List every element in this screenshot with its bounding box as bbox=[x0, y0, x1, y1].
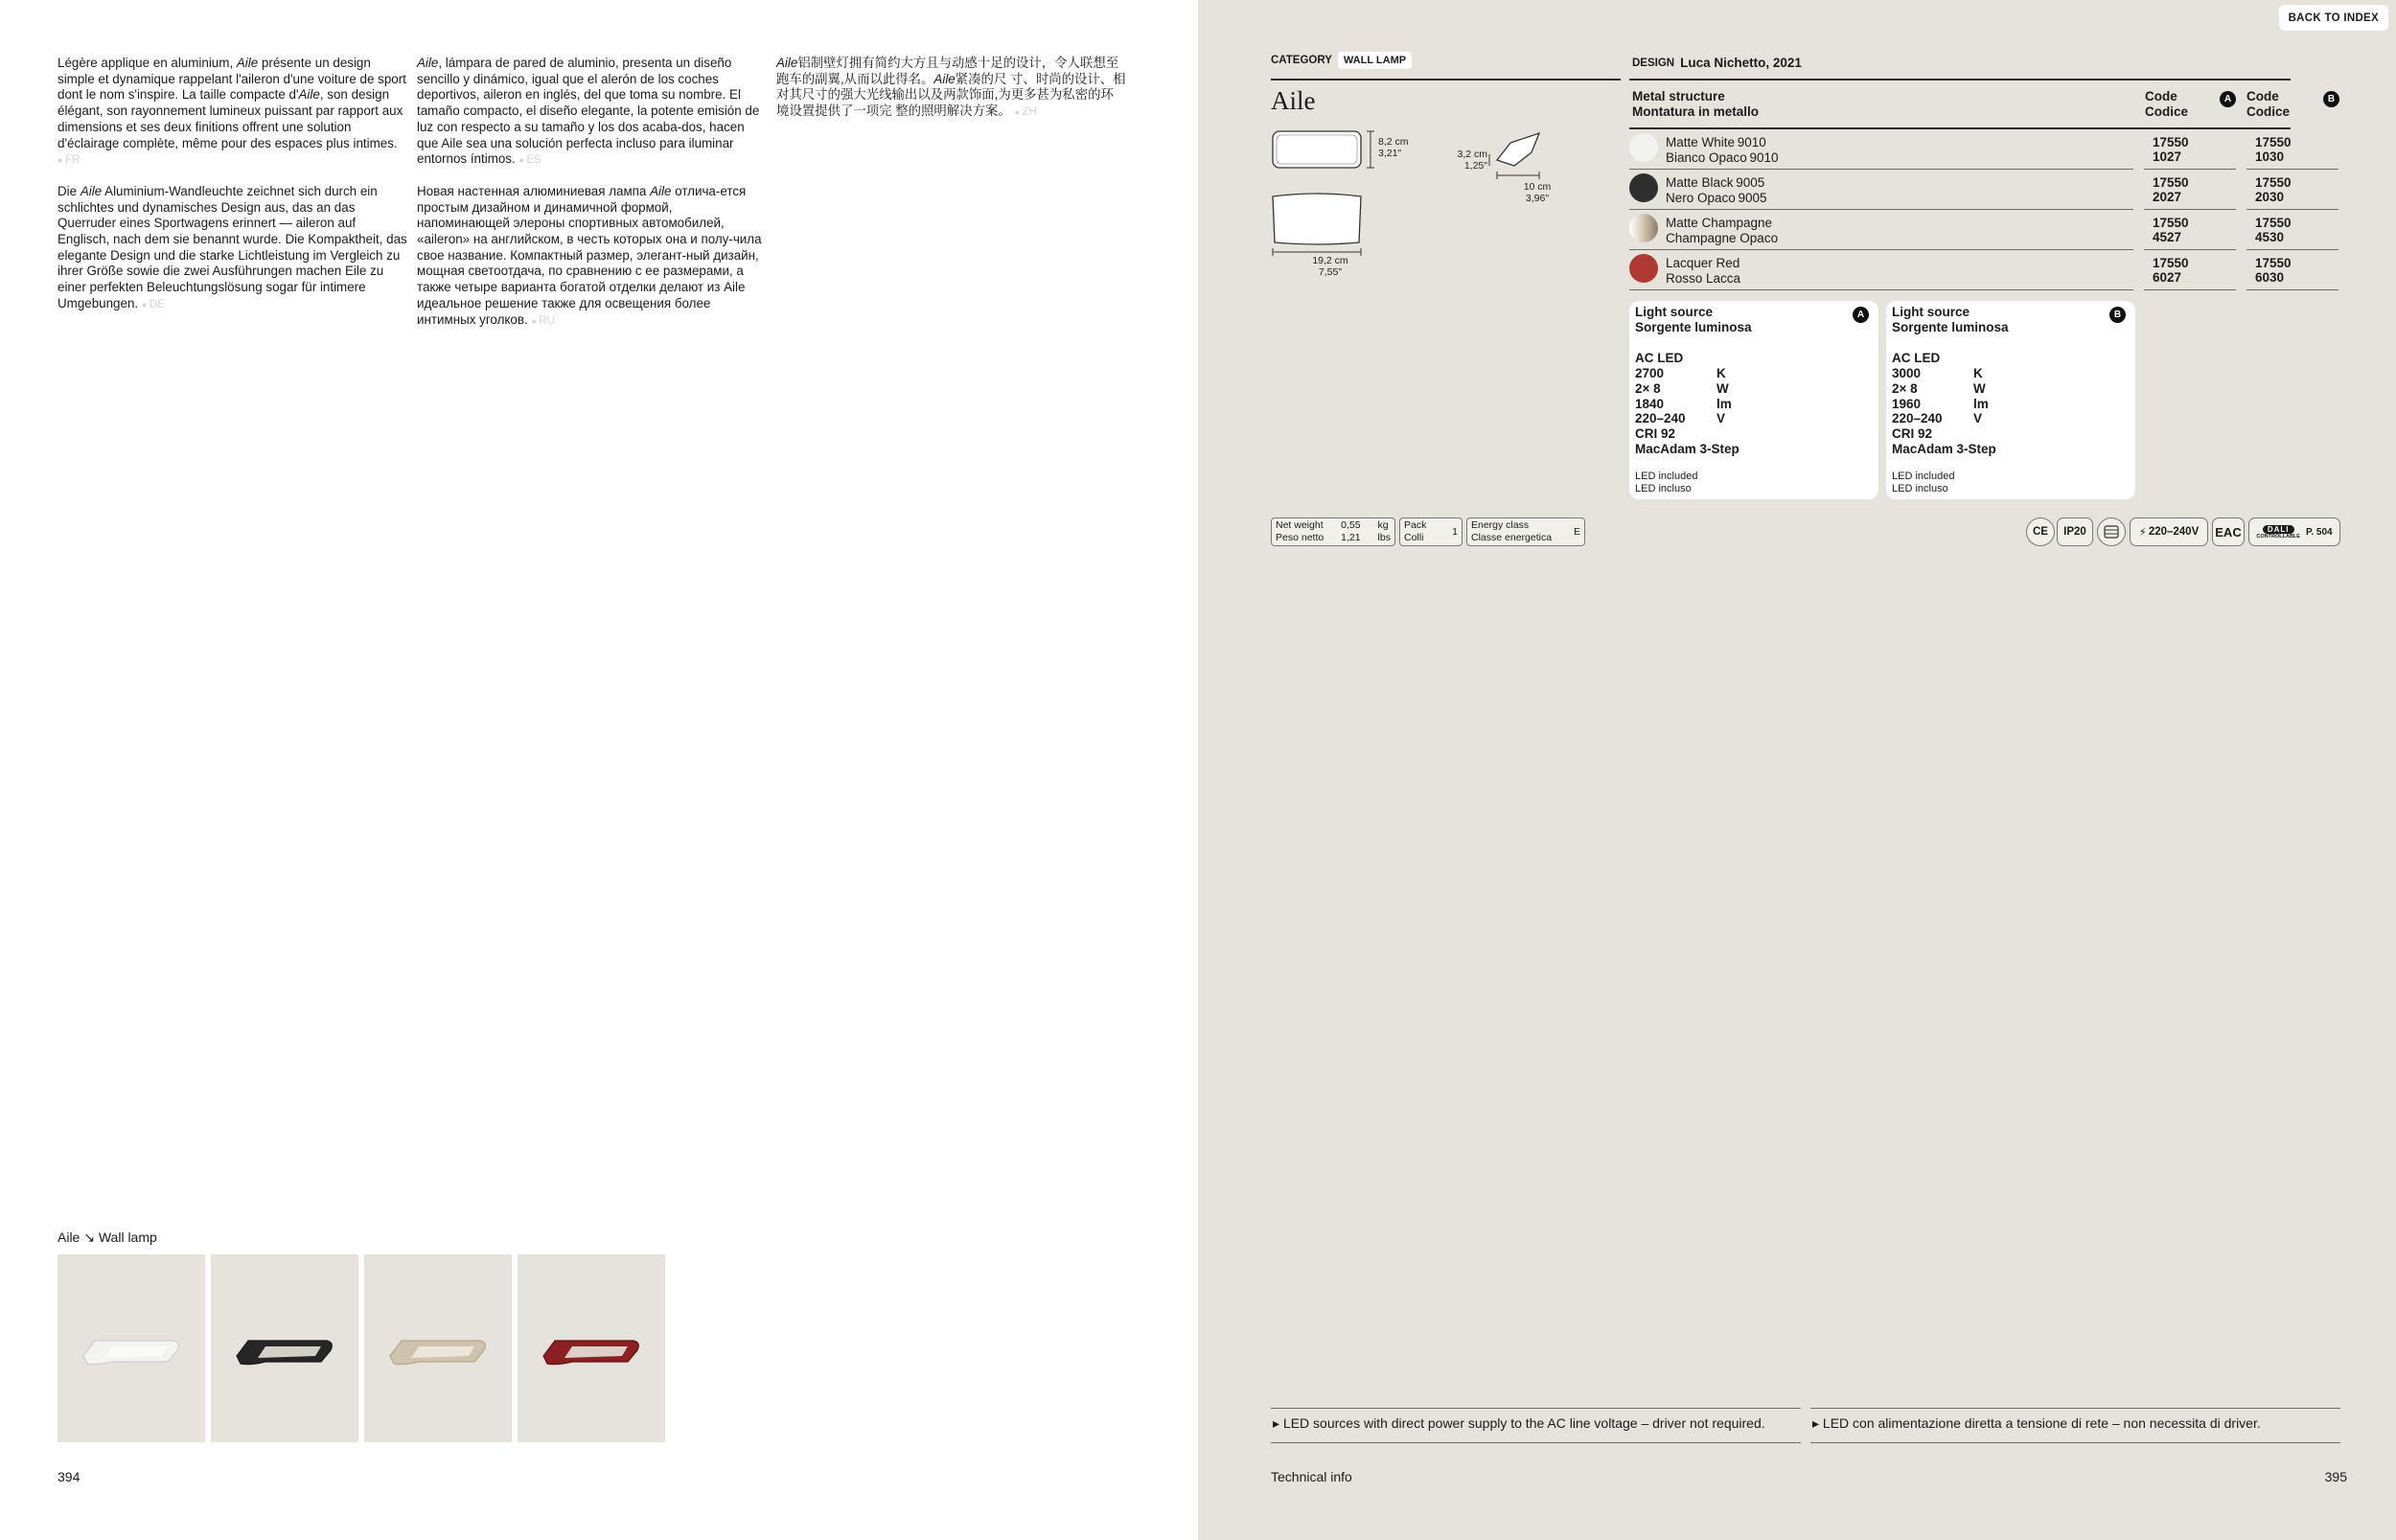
code-a: 17550 1027 bbox=[2153, 135, 2189, 164]
row-divider bbox=[2144, 289, 2236, 290]
thumbnails-title: Aile ↘ Wall lamp bbox=[58, 1230, 157, 1245]
divider-category bbox=[1271, 79, 1621, 80]
eac-badge: EAC bbox=[2212, 517, 2245, 546]
code-b: 17550 6030 bbox=[2255, 256, 2292, 285]
divider-design bbox=[1629, 79, 2291, 80]
finish-swatch bbox=[1629, 133, 1658, 162]
page-number-left: 394 bbox=[58, 1469, 81, 1484]
text-column-fr-de bbox=[58, 56, 407, 329]
right-page bbox=[1198, 0, 2396, 1540]
light-spec: AC LED 2700 K 2× 8 W 1840 lm 220–240 V CRI 92 MacAdam 3-Step bbox=[1635, 350, 1739, 457]
pack-box: Pack Colli 1 bbox=[1399, 517, 1463, 546]
lightning-icon: ⚡ bbox=[2138, 527, 2147, 539]
ce-mark-badge: CE bbox=[2026, 517, 2055, 546]
divider-footnote-it-bottom bbox=[1810, 1442, 2340, 1443]
row-divider bbox=[2144, 209, 2236, 210]
net-weight-box: Net weight Peso netto 0,55 1,21 kg lbs bbox=[1271, 517, 1395, 546]
design-label: DESIGN bbox=[1632, 57, 1675, 69]
finish-row[interactable] bbox=[1629, 249, 2292, 289]
variant-marker: B bbox=[2109, 307, 2126, 323]
paragraph-fr: Légère applique en aluminium, Aile présente un design simple et dynamique rappelant l'aileron d'une voiture de sport dont le nom s'inspire. La taille compacte d'Aile, son design élégant, son rayonnement lumineux puissant par rapport aux dimensions et ses deux finitions offrent une solution d'éclairage complète, même pour des espaces plus intimes. ● FR bbox=[58, 56, 407, 169]
page-reference: P. 504 bbox=[2305, 526, 2333, 538]
dim-depth: 10 cm 3,96" bbox=[1523, 181, 1552, 204]
code-a: 17550 6027 bbox=[2153, 256, 2189, 285]
back-to-index-button[interactable]: BACK TO INDEX bbox=[2279, 5, 2388, 31]
footer-label: Technical info bbox=[1271, 1469, 1352, 1484]
lamp-image-white bbox=[74, 1320, 189, 1377]
dali-badge-link[interactable]: DALI CONTROLLABLE P. 504 bbox=[2248, 517, 2340, 546]
thumbnail-black[interactable] bbox=[211, 1254, 358, 1442]
light-source-card-a: A Light source Sorgente luminosa AC LED 2700 K 2× 8 W 1840 lm 220–240 V CRI 92 MacAdam 3-Step LED included LED incluso bbox=[1629, 301, 1878, 499]
finish-row[interactable] bbox=[1629, 128, 2292, 169]
category-pill[interactable]: WALL LAMP bbox=[1338, 52, 1412, 69]
lamp-image-black bbox=[227, 1320, 342, 1377]
code-a: 17550 4527 bbox=[2153, 216, 2189, 244]
text-column-zh bbox=[776, 56, 1126, 136]
divider-footnote-en-bottom bbox=[1271, 1442, 1801, 1443]
code-b: 17550 2030 bbox=[2255, 175, 2292, 204]
light-spec: AC LED 3000 K 2× 8 W 1960 lm 220–240 V CRI 92 MacAdam 3-Step bbox=[1892, 350, 1996, 457]
footnote-en: ▸ LED sources with direct power supply to the AC line voltage – driver not required. bbox=[1273, 1415, 1765, 1432]
row-divider bbox=[2246, 249, 2338, 250]
lamp-image-red bbox=[534, 1320, 649, 1377]
design-value: Luca Nichetto, 2021 bbox=[1680, 56, 1802, 70]
thumbnail-red[interactable] bbox=[518, 1254, 665, 1442]
finish-row[interactable] bbox=[1629, 169, 2292, 209]
energy-class-box: Energy class Classe energetica E bbox=[1466, 517, 1585, 546]
lang-tag-es: ● ES bbox=[518, 154, 541, 166]
lang-tag-ru: ● RU bbox=[531, 315, 555, 327]
lang-tag-de: ● DE bbox=[142, 299, 165, 310]
finish-row[interactable] bbox=[1629, 209, 2292, 249]
category-header bbox=[1271, 52, 1412, 69]
code-a: 17550 2027 bbox=[2153, 175, 2189, 204]
finish-label: Matte Champagne Champagne Opaco bbox=[1666, 216, 1779, 245]
dim-height: 8,2 cm 3,21" bbox=[1378, 136, 1409, 159]
row-divider bbox=[2144, 249, 2236, 250]
lang-tag-zh: ● ZH bbox=[1015, 106, 1037, 118]
page-number-right: 395 bbox=[2324, 1469, 2347, 1484]
light-source-card-b: B Light source Sorgente luminosa AC LED 3000 K 2× 8 W 1960 lm 220–240 V CRI 92 MacAdam 3-Step LED included LED incluso bbox=[1886, 301, 2135, 499]
row-divider bbox=[2246, 209, 2338, 210]
footnote-it: ▸ LED con alimentazione diretta a tensione di rete – non necessita di driver. bbox=[1812, 1415, 2261, 1432]
product-name: Aile bbox=[1271, 86, 1316, 115]
wall-mount-icon bbox=[2097, 517, 2126, 546]
design-header bbox=[1632, 56, 1802, 70]
row-divider bbox=[2246, 289, 2338, 290]
finish-swatch bbox=[1629, 254, 1658, 283]
finish-label: Matte Black 9005 Nero Opaco 9005 bbox=[1666, 175, 1767, 205]
dali-logo: DALI bbox=[2263, 525, 2294, 534]
text-column-es-ru bbox=[417, 56, 767, 344]
row-divider bbox=[1629, 289, 2133, 290]
paragraph-ru: Новая настенная алюминиевая лампа Aile отлича-ется простым дизайном и динамичной формой, напоминающей элероны спортивных автомобилей, «aileron» на английском, в честь которых она и полу-чила свое название. Компактный размер, элегант-ный дизайн, мощная светоотдача, по сравнению с ее размерами, а также четыре варианта богатой отделки делают из Aile идеальное решение также для освещения более интимных уголков. ● RU bbox=[417, 184, 767, 329]
finish-label: Matte White 9010 Bianco Opaco 9010 bbox=[1666, 135, 1779, 165]
row-divider bbox=[2246, 169, 2338, 170]
variant-b-marker: B bbox=[2323, 91, 2339, 107]
voltage-badge: ⚡ 220–240V bbox=[2130, 517, 2208, 546]
paragraph-de: Die Aile Aluminium-Wandleuchte zeichnet sich durch ein schlichtes und dynamisches Design aus, das an das Querruder eines Sportwagens erinnert — aileron auf Englisch, nach dem sie benannt wurde. Die Kompaktheit, das elegante Design und die starke Lichtleistung im Vergleich zu ihrer Größe sowie die zwei Ausführungen machen Eile zu einer perfekten Beleuchtungslösung sogar für intimere Umgebungen. ● DE bbox=[58, 184, 407, 313]
dim-width: 19,2 cm 7,55" bbox=[1312, 255, 1348, 278]
dim-depth-side: 3,2 cm 1,25" bbox=[1457, 149, 1487, 172]
code-b: 17550 1030 bbox=[2255, 135, 2292, 164]
structure-header: Metal structure Montatura in metallo bbox=[1632, 89, 1760, 119]
code-a-header: Code Codice bbox=[2145, 89, 2189, 119]
finish-label: Lacquer Red Rosso Lacca bbox=[1666, 256, 1741, 286]
category-label: CATEGORY bbox=[1271, 55, 1332, 66]
ip20-badge: IP20 bbox=[2057, 517, 2093, 546]
lang-tag-fr: ● FR bbox=[58, 154, 80, 166]
paragraph-es: Aile, lámpara de pared de aluminio, presenta un diseño sencillo y dinámico, igual que el alerón de los coches deportivos, aileron en inglés, del que toma su nombre. El tamaño compacto, el diseño elegante, la potente emisión de luz con respecto a su tamaño y los dos acaba-dos, hacen que Aile sea una solución perfecta incluso para iluminar entornos íntimos. ● ES bbox=[417, 56, 767, 169]
divider-footnote-it bbox=[1810, 1408, 2340, 1409]
finish-swatch bbox=[1629, 214, 1658, 242]
thumbnail-champagne[interactable] bbox=[364, 1254, 512, 1442]
variant-a-marker: A bbox=[2220, 91, 2236, 107]
divider-footnote-en bbox=[1271, 1408, 1801, 1409]
product-thumbnails bbox=[58, 1254, 665, 1442]
paragraph-zh: Aile铝制壁灯拥有简约大方且与动感十足的设计，令人联想至跑车的副翼,从而以此得名。Aile紧凑的尺 寸、时尚的设计、相对其尺寸的强大光线输出以及两款饰面,为更多甚为私密的环境设置提供了一项完 整的照明解决方案。 ● ZH bbox=[776, 56, 1126, 121]
code-b: 17550 4530 bbox=[2255, 216, 2292, 244]
code-b-header: Code Codice bbox=[2246, 89, 2291, 119]
row-divider bbox=[2144, 169, 2236, 170]
lamp-image-champagne bbox=[380, 1320, 495, 1377]
variant-marker: A bbox=[1853, 307, 1869, 323]
thumbnail-white[interactable] bbox=[58, 1254, 205, 1442]
finish-swatch bbox=[1629, 173, 1658, 202]
